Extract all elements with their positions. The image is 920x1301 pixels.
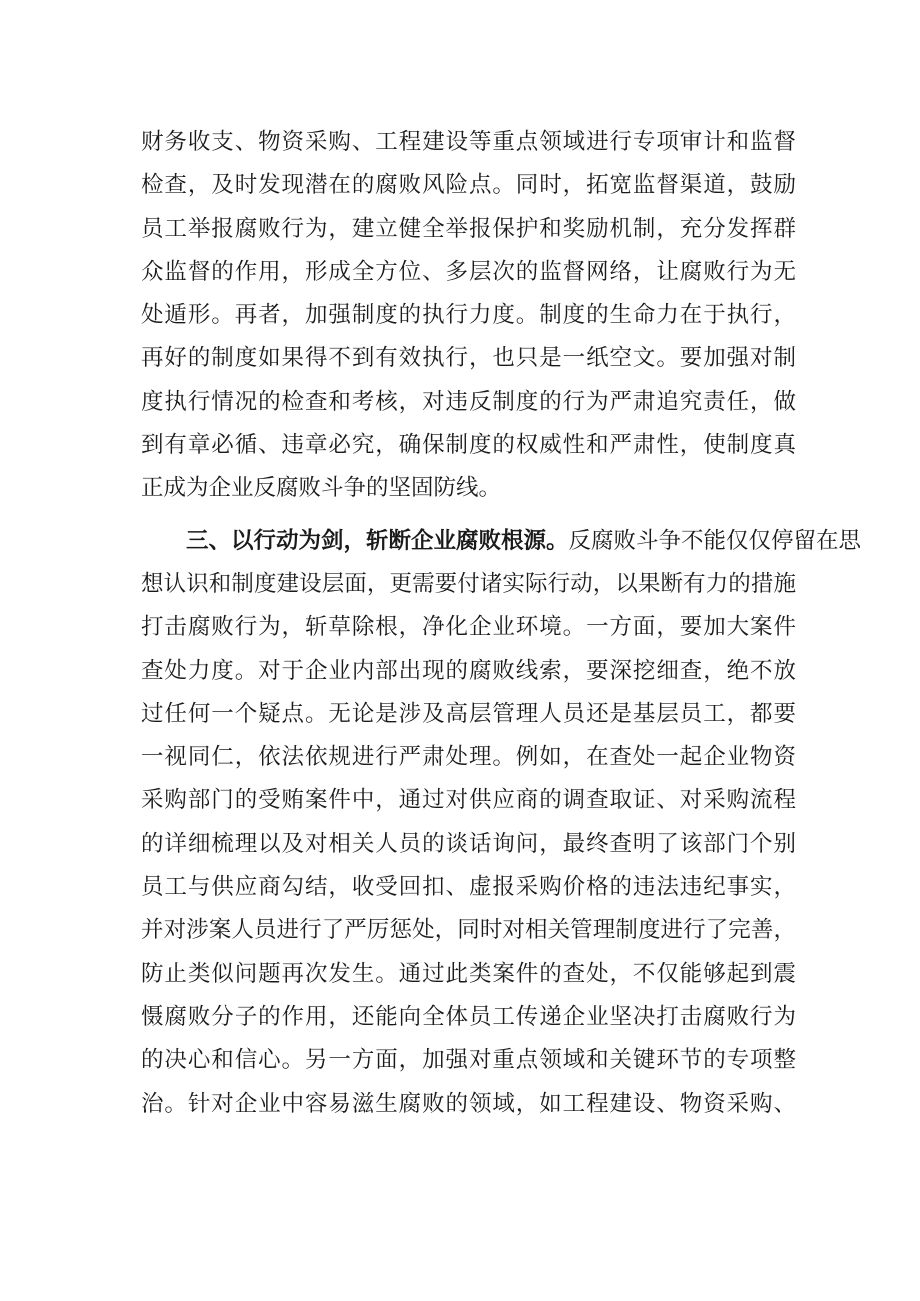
- paragraph-gap: [141, 511, 796, 520]
- text-line: 慑腐败分子的作用，还能向全体员工传递企业坚决打击腐败行为: [141, 1003, 796, 1030]
- text-line: 想认识和制度建设层面，更需要付诸实际行动，以果断有力的措施: [141, 570, 796, 597]
- text-line: 众监督的作用，形成全方位、多层次的监督网络，让腐败行为无: [141, 258, 796, 285]
- text-line: 过任何一个疑点。无论是涉及高层管理人员还是基层员工，都要: [141, 700, 796, 727]
- text-line: 防止类似问题再次发生。通过此类案件的查处，不仅能够起到震: [141, 960, 796, 987]
- text-line: 员工举报腐败行为，建立健全举报保护和奖励机制，充分发挥群: [141, 215, 796, 242]
- text-line: 的详细梳理以及对相关人员的谈话询问，最终查明了该部门个别: [141, 830, 796, 857]
- text-line: 到有章必循、违章必究，确保制度的权威性和严肃性，使制度真: [141, 432, 796, 459]
- text-line: 采购部门的受贿案件中，通过对供应商的调查取证、对采购流程: [141, 787, 796, 814]
- text-line: 正成为企业反腐败斗争的坚固防线。: [141, 475, 502, 502]
- text-line: 财务收支、物资采购、工程建设等重点领域进行专项审计和监督: [141, 129, 796, 155]
- body-text: [141, 121, 862, 1126]
- text-line: 打击腐败行为，斩草除根，净化企业环境。一方面，要加大案件: [141, 614, 796, 641]
- text-line: 的决心和信心。另一方面，加强对重点领域和关键环节的专项整: [141, 1047, 796, 1074]
- text-line: 处遁形。再者，加强制度的执行力度。制度的生命力在于执行，: [141, 302, 796, 329]
- section-heading: 三、以行动为剑，斩断企业腐败根源。: [186, 527, 569, 554]
- text-line: 度执行情况的检查和考核，对违反制度的行为严肃追究责任，做: [141, 388, 796, 415]
- paragraph-1: [141, 121, 796, 511]
- text-line: 再好的制度如果得不到有效执行，也只是一纸空文。要加强对制: [141, 345, 796, 372]
- text-line: 检查，及时发现潜在的腐败风险点。同时，拓宽监督渠道，鼓励: [141, 172, 796, 199]
- text-line: 查处力度。对于企业内部出现的腐败线索，要深挖细查，绝不放: [141, 657, 796, 684]
- text-line: 员工与供应商勾结，收受回扣、虚报采购价格的违法违纪事实，: [141, 874, 796, 901]
- text-line-first: [141, 520, 862, 563]
- text-line: 治。针对企业中容易滋生腐败的领域，如工程建设、物资采购、: [141, 1090, 796, 1117]
- text-line: 一视同仁，依法依规进行严肃处理。例如，在查处一起企业物资: [141, 744, 796, 771]
- text-run: 反腐败斗争不能仅仅停留在思: [568, 527, 862, 554]
- paragraph-2: [141, 520, 862, 1126]
- text-line: 并对涉案人员进行了严厉惩处，同时对相关管理制度进行了完善，: [141, 917, 796, 944]
